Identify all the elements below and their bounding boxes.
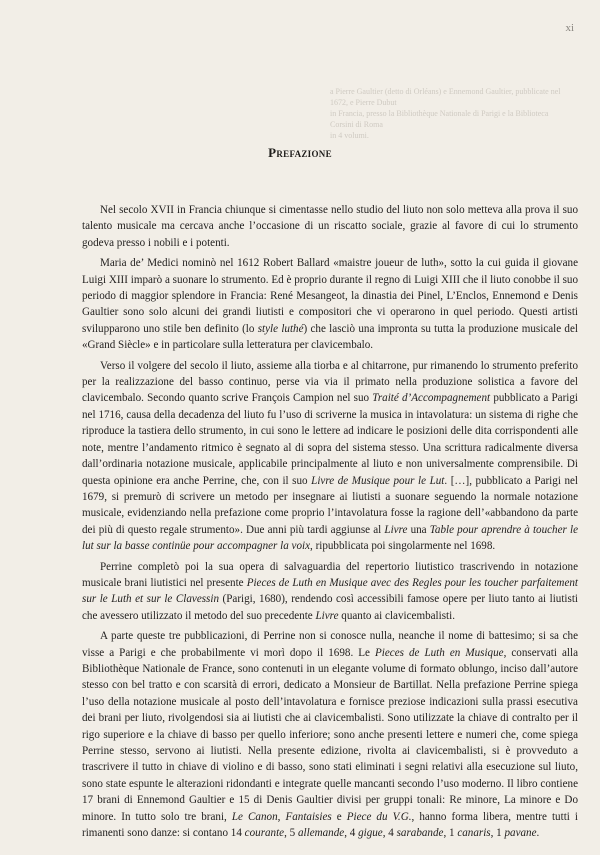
piece-title: Piece du V.G.	[346, 810, 412, 823]
book-title: Livre	[315, 609, 339, 622]
dance-name: canaris	[457, 827, 491, 840]
page-title-text: Prefazione	[268, 145, 332, 160]
preface-body	[82, 202, 578, 841]
bleed-through-line: a Pierre Gaultier (detto di Orléans) e Ennemond Gaultier, pubblicate nel 1672, e Pierre Dubut	[330, 87, 561, 107]
paragraph-1: Nel secolo XVII in Francia chiunque si cimentasse nello studio del liuto non solo metteva alla prova il suo talento musicale ma cercava anche l’occasione di un riscatto sociale, grazie al favore di cui lo strumento godeva presso i nobili e i potenti.	[82, 204, 578, 249]
bleed-through-line: in 4 volumi.	[330, 131, 369, 140]
piece-title: Le Canon	[231, 810, 278, 823]
page-title	[0, 145, 600, 161]
paragraph-5: A parte queste tre pubblicazioni, di Perrine non si conosce nulla, neanche il nome di battesimo; si sa che visse a Parigi e che probabilmente vi morì dopo il 1698. Le Pieces de Luth en Musique, conservati alla Bibliothèque Nationale de France, sono contenuti in un elegante volume di formato oblungo, inciso dall’autore stesso con bel tratto e con scarsità di errori, dedicato a Monsieur de Bartillat. Nella prefazione Perrine spiega l’uso della notazione musicale al posto dell’intavolatura e fornisce preziose indicazioni sulla prassi esecutiva dei brani per liuto, rivolgendosi sia ai liutisti che ai clavicembalisti. Sono utilizzate la chiave di contralto per il rigo superiore e la chiave di basso per quello inferiore; sono anche presenti lettere e numeri che, come spiega Perrine stesso, servono ai liutisti. Nella presente edizione, rivolta ai clavicembalisti, si è provveduto a trascrivere il tutto in chiave di violino e di basso, sono stati eliminati i segni relativi alla esecuzione sul liuto, sono state espunte le alterazioni ridondanti e integrate quelle mancanti secondo l’uso moderno. Il libro contiene 17 brani di Ennemond Gaultier e 15 di Denis Gaultier divisi per gruppi tonali: Re minore, La minore e Do minore. In tutto solo tre brani, Le Canon, Fantaisies e Piece du V.G., hanno forma libera, mentre tutti i rimanenti sono danze: si contano 14 courante, 5 allemande, 4 gigue, 4 sarabande, 1 canaris, 1 pavane.	[82, 630, 578, 840]
dance-name: courante	[244, 827, 285, 840]
page-number: xi	[565, 22, 574, 34]
dance-name: sarabande	[396, 827, 444, 840]
book-title: Livre	[384, 523, 408, 536]
paragraph-3: Verso il volgere del secolo il liuto, assieme alla tiorba e al chitarrone, pur rimanendo lo strumento preferito per la realizzazione del basso continuo, perse via via il primato nella produzione solistica a favore del clavicembalo. Secondo quanto scrive François Campion nel suo Traité d’Accompagnement pubblicato a Parigi nel 1716, causa della decadenza del liuto fu l’uso di scriverne la musica in intavolatura: un sistema di righe che riproduce la tastiera dello strumento, in cui sono le lettere ad indicare le posizioni delle dita corrispondenti alle note, mentre l’andamento ritmico è segnato al di sopra del sistema stesso. Una scrittura radicalmente diversa dall’ordinaria notazione musicale, applicabile principalmente al liuto e non universalmente comprensibile. Di questa opinione era anche Perrine, che, con il suo Livre de Musique pour le Lut. […], pubblicato a Parigi nel 1679, si premurò di scrivere un metodo per insegnare ai liutisti a suonare seguendo la normale notazione musicale, evidenziando nella prefazione come proprio l’intavolatura fosse la ragione dell’«abbandono da parte dei più di questo regale strumento». Due anni più tardi aggiunse al Livre una Table pour aprendre à toucher le lut sur la basse continüe pour accompagner la voix, ripubblicata poi singolarmente nel 1698.	[82, 359, 579, 553]
paragraph-4: Perrine completò poi la sua opera di salvaguardia del repertorio liutistico trascrivendo in notazione musicale brani liutistici nel presente Pieces de Luth en Musique avec des Regles pour les toucher parfaitement sur le Luth et sur le Clavessin (Parigi, 1680), rendendo così accessibili famose opere per liuto tanto ai liutisti che avessero utilizzato il metodo del suo precedente Livre quanto ai clavicembalisti.	[82, 560, 578, 622]
book-title: Traité d’Accompagnement	[372, 392, 491, 405]
paragraph-2: Maria de’ Medici nominò nel 1612 Robert Ballard «maistre joueur de luth», sotto la cui guida il giovane Luigi XIII imparò a suonare lo strumento. Ed è proprio durante il regno di Luigi XIII che il liuto conobbe il suo periodo di maggior splendore in Francia: René Mesangeot, la dinastia dei Pinel, L’Enclos, Ennemond e Denis Gaultier sono solo alcuni dei grandi liutisti e compositori che vi operarono in quel periodo. Questi artisti svilupparono uno stile ben definito (lo style luthé) che lasciò una impronta su tutta la produzione musicale del «Grand Siècle» e in particolare sulla letteratura per clavicembalo.	[82, 257, 578, 352]
book-title: Pieces de Luth en Musique	[374, 646, 504, 659]
italic-term: style luthé	[257, 322, 304, 335]
dance-name: gigue	[358, 827, 383, 840]
dance-name: allemande	[297, 827, 345, 840]
piece-title: Fantaisies	[285, 810, 332, 823]
book-title: Pieces de Luth en Musique avec des Regles pour les toucher parfaitement sur le Luth et sur le Clavessin	[82, 576, 578, 606]
dance-name: pavane	[504, 827, 537, 840]
bleed-through-line: in Francia, presso la Bibliothèque Nationale di Parigi e la Biblioteca Corsini di Roma	[330, 109, 549, 129]
book-title: Livre de Musique pour le Lut	[311, 474, 445, 487]
bleed-through-text	[330, 86, 570, 141]
book-title: Table pour aprendre à toucher le lut sur la basse continüe pour accompagner la voix	[82, 523, 578, 553]
